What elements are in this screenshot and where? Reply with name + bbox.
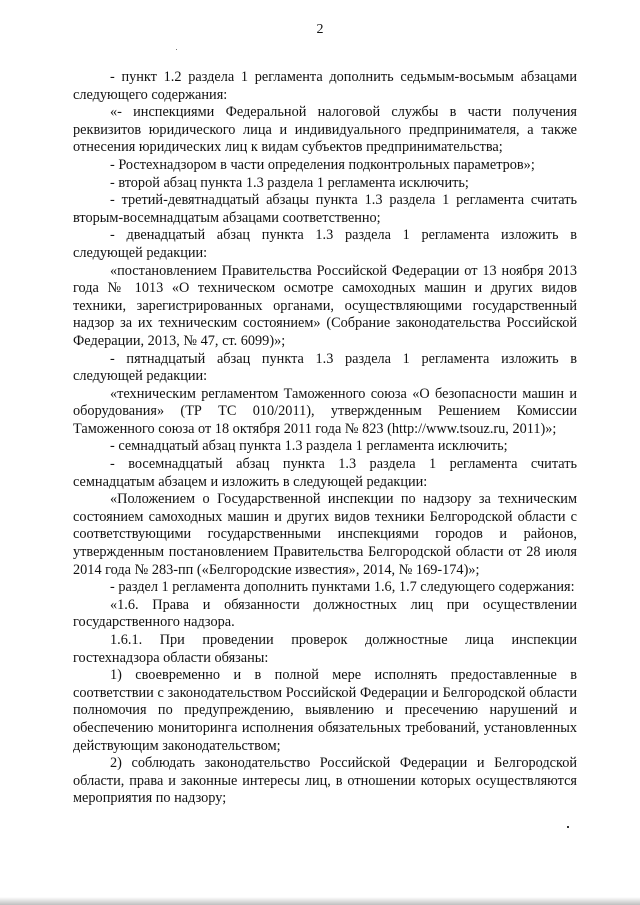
scan-speck <box>567 826 569 828</box>
paragraph: «техническим регламентом Таможенного союза «О безопасности машин и оборудования» (ТР ТС 010/2011), утвержденным Решением Комиссии Таможенного союза от 18 октября 2011 года № 823 (http://www.tsouz.ru, 2011)»; <box>73 385 577 437</box>
paragraph: - двенадцатый абзац пункта 1.3 раздела 1 регламента изложить в следующей редакции: <box>73 227 577 261</box>
paragraph: «Положением о Государственной инспекции по надзору за техническим состоянием самоходных машин и других видов техники Белгородской области с соответствующими государственными инспекциями городов и районов, утвержденным постановлением Правительства Белгородской области от 28 июля 2014 года № 283-пп («Белгородские известия», 2014, № 169-174)»; <box>73 491 577 578</box>
paragraph: - восемнадцатый абзац пункта 1.3 раздела 1 регламента считать семнадцатым абзацем и изложить в следующей редакции: <box>73 456 577 490</box>
paragraph: - пятнадцатый абзац пункта 1.3 раздела 1 регламента изложить в следующей редакции: <box>73 350 577 385</box>
paragraph: «- инспекциями Федеральной налоговой службы в части получения реквизитов юридического лица и индивидуального предпринимателя, а также отнесения юридических лиц к видам субъектов предпринимательства; <box>73 104 577 156</box>
paragraph: 1) своевременно и в полной мере исполнять предоставленные в соответствии с законодательством Российской Федерации и Белгородской области полномочия по предупреждению, выявлению и пресечению нарушений и обеспечению мониторинга исполнения обязательных требований, установленных действующим законодательством; <box>73 667 577 754</box>
paragraph: - раздел 1 регламента дополнить пунктами 1.6, 1.7 следующего содержания: <box>110 579 575 596</box>
document-body <box>73 69 577 808</box>
scan-bottom-edge <box>0 897 640 905</box>
paragraph: - семнадцатый абзац пункта 1.3 раздела 1 регламента исключить; <box>110 438 508 455</box>
paragraph: - третий-девятнадцатый абзацы пункта 1.3 раздела 1 регламента считать вторым-восемнадцатым абзацами соответственно; <box>73 192 577 226</box>
paragraph: - Ростехнадзором в части определения подконтрольных параметров»; <box>110 156 535 173</box>
scan-speck <box>176 49 177 50</box>
paragraph: - пункт 1.2 раздела 1 регламента дополнить седьмым-восьмым абзацами следующего содержания: <box>73 69 577 103</box>
paragraph: «1.6. Права и обязанности должностных лиц при осуществлении государственного надзора. <box>73 596 577 631</box>
paragraph: 2) соблюдать законодательство Российской Федерации и Белгородской области, права и законные интересы лиц, в отношении которых осуществляются мероприятия по надзору; <box>73 755 577 807</box>
page-number: 2 <box>316 22 324 37</box>
paragraph: «постановлением Правительства Российской Федерации от 13 ноября 2013 года № 1013 «О техническом осмотре самоходных машин и других видов техники, зарегистрированных органами, осуществляющими государственный надзор за их техническим состоянием» (Собрание законодательства Российской Федерации, 2013, № 47, ст. 6099)»; <box>73 262 577 349</box>
paragraph: - второй абзац пункта 1.3 раздела 1 регламента исключить; <box>110 174 469 191</box>
paragraph: 1.6.1. При проведении проверок должностные лица инспекции гостехнадзора области обязаны: <box>73 632 577 666</box>
